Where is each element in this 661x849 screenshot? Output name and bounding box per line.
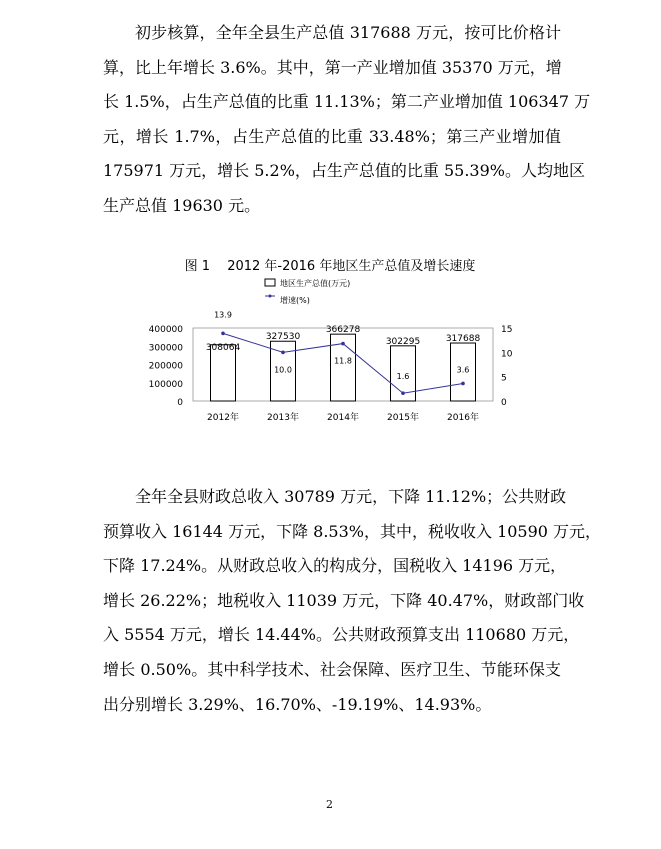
x-axis-tick: 2012年 bbox=[207, 413, 239, 423]
right-axis-tick: 0 bbox=[501, 398, 507, 408]
text-line: 生产总值 19630 元。 bbox=[103, 195, 261, 215]
left-axis-tick: 300000 bbox=[148, 343, 183, 354]
text-line: 175971 万元，增长 5.2%，占生产总值的比重 55.39%。人均地区 bbox=[103, 161, 585, 181]
growth-point bbox=[281, 351, 285, 355]
text-line: 增长 0.50%。其中科学技术、社会保障、医疗卫生、节能环保支 bbox=[103, 659, 561, 679]
text-line: 长 1.5%，占生产总值的比重 11.13%；第二产业增加值 106347 万 bbox=[103, 92, 591, 112]
text-line: 初步核算，全年全县生产总值 317688 万元，按可比价格计 bbox=[135, 23, 561, 42]
growth-value-label: 10.0 bbox=[274, 365, 292, 375]
bar-value-label: 327530 bbox=[265, 332, 301, 343]
bar-2012年 bbox=[211, 345, 236, 401]
growth-point bbox=[401, 391, 405, 395]
left-axis-tick: 0 bbox=[177, 398, 183, 408]
paragraph-finance bbox=[103, 480, 602, 722]
growth-value-label: 11.8 bbox=[334, 356, 352, 366]
text-line: 预算收入 16144 万元，下降 8.53%，其中，税收收入 10590 万元， bbox=[103, 521, 602, 541]
x-axis-tick: 2013年 bbox=[267, 413, 299, 423]
x-axis-tick: 2015年 bbox=[387, 413, 419, 423]
bar-value-label: 308064 bbox=[205, 342, 241, 353]
page-number: 2 bbox=[326, 798, 333, 811]
x-axis-tick: 2016年 bbox=[447, 413, 479, 423]
text-line: 元，增长 1.7%，占生产总值的比重 33.48%；第三产业增加值 bbox=[103, 126, 561, 146]
legend-line-label: 增速(%) bbox=[280, 296, 310, 305]
right-axis-tick: 15 bbox=[501, 325, 513, 335]
legend-line-marker bbox=[269, 295, 272, 298]
left-axis-tick: 400000 bbox=[148, 325, 183, 335]
text-line: 增长 26.22%；地税收入 11039 万元，下降 40.47%，财政部门收 bbox=[103, 590, 585, 610]
growth-point bbox=[221, 332, 225, 336]
x-axis-tick: 2014年 bbox=[327, 413, 359, 423]
text-line: 入 5554 万元，增长 14.44%。公共财政预算支出 110680 万元， bbox=[103, 625, 580, 645]
right-axis-tick: 10 bbox=[501, 349, 513, 360]
text-line: 算，比上年增长 3.6%。其中，第一产业增加值 35370 万元，增 bbox=[103, 57, 562, 77]
chart-title: 图 1 2012 年-2016 年地区生产总值及增长速度 bbox=[184, 259, 476, 274]
left-axis-tick: 100000 bbox=[148, 379, 183, 390]
bar-value-label: 317688 bbox=[445, 334, 481, 345]
growth-point bbox=[341, 342, 345, 346]
growth-point bbox=[461, 382, 465, 386]
bar-value-label: 302295 bbox=[385, 336, 421, 347]
text-line: 全年全县财政总收入 30789 万元，下降 11.12%；公共财政 bbox=[135, 487, 567, 506]
text-line: 下降 17.24%。从财政总收入的构成分，国税收入 14196 万元， bbox=[103, 556, 567, 576]
legend-bar-swatch bbox=[265, 279, 275, 286]
growth-value-label: 13.9 bbox=[214, 310, 232, 320]
left-axis-tick: 200000 bbox=[148, 361, 183, 372]
text-line: 出分别增长 3.29%、16.70%、-19.19%、14.93%。 bbox=[103, 694, 492, 714]
bar-value-label: 366278 bbox=[325, 325, 361, 336]
gdp-chart bbox=[140, 250, 520, 430]
right-axis-tick: 5 bbox=[501, 373, 507, 384]
legend-bar-label: 地区生产总值(万元) bbox=[280, 279, 351, 288]
growth-value-label: 3.6 bbox=[456, 365, 470, 375]
growth-value-label: 1.6 bbox=[396, 372, 410, 382]
paragraph-gdp bbox=[103, 16, 591, 224]
